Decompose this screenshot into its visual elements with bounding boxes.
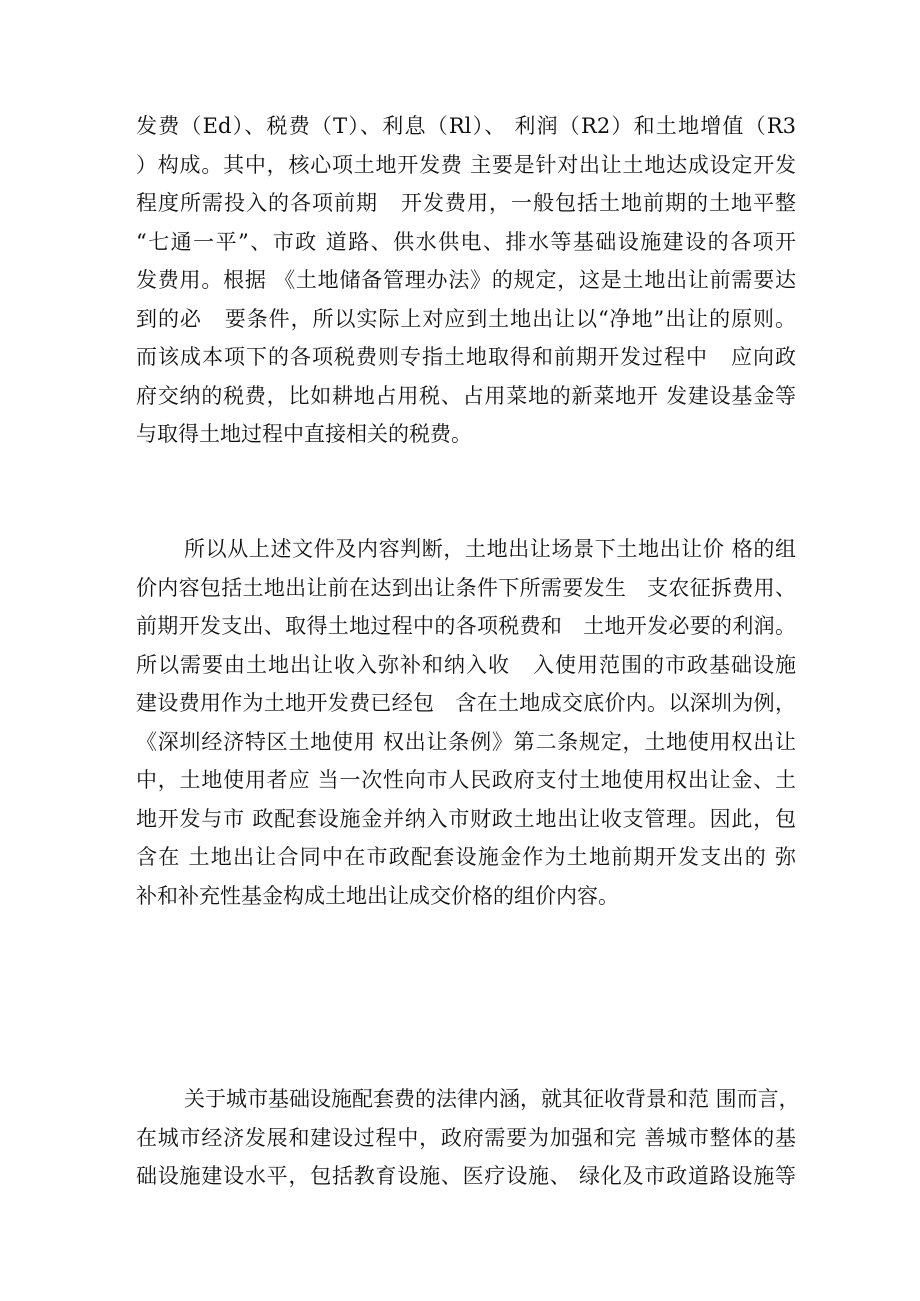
paragraph-line: 价内容包括土地出让前在达到出让条件下所需要发生 支农征拆费用、 — [136, 575, 796, 600]
paragraph-line: 补和补充性基金构成土地出让成交价格的组价内容。 — [136, 883, 619, 908]
paragraph-line: 《深圳经济特区土地使用 权出让条例》第二条规定，土地使用权出让 — [136, 729, 796, 754]
paragraph-line: 关于城市基础设施配套费的法律内涵，就其征收背景和范 围而言， — [184, 1087, 800, 1111]
paragraph-line: 发费用。根据 《土地储备管理办法》的规定，这是土地出让前需要达 — [136, 268, 796, 292]
paragraph-line: “七通一平”、市政 道路、供水供电、排水等基础设施建设的各项开 — [136, 229, 796, 254]
paragraph-line: 所以需要由土地出让收入弥补和纳入收 入使用范围的市政基础设施 — [136, 652, 796, 677]
paragraph-line: 发费（Ed）、税费（T）、利息（Rl）、 利润（R2）和土地增值（R3 — [136, 114, 796, 138]
paragraph-line: 含在 土地出让合同中在市政配套设施金作为土地前期开发支出的 弥 — [136, 845, 796, 869]
paragraph-line: 础设施建设水平，包括教育设施、医疗设施、 绿化及市政道路设施等 — [136, 1164, 796, 1188]
paragraph-line: 建设费用作为土地开发费已经包 含在土地成交底价内。以深圳为例， — [136, 691, 796, 715]
paragraph-line: 所以从上述文件及内容判断，土地出让场景下土地出让价 格的组 — [184, 537, 796, 561]
paragraph-3 — [136, 1080, 800, 1196]
paragraph-2 — [136, 530, 796, 915]
paragraph-line: 与取得土地过程中直接相关的税费。 — [136, 422, 472, 446]
paragraph-1 — [136, 107, 796, 454]
paragraph-line: 前期开发支出、取得土地过程中的各项税费和 土地开发必要的利润。 — [136, 614, 796, 638]
paragraph-line: 中，土地使用者应 当一次性向市人民政府支付土地使用权出让金、土 — [136, 768, 796, 792]
paragraph-line: 程度所需投入的各项前期 开发费用，一般包括土地前期的土地平整 — [136, 191, 796, 215]
paragraph-line: ）构成。其中，核心项土地开发费 主要是针对出让土地达成设定开发 — [136, 152, 796, 177]
paragraph-line: 地开发与市 政配套设施金并纳入市财政土地出让收支管理。因此，包 — [136, 806, 796, 831]
paragraph-line: 而该成本项下的各项税费则专指土地取得和前期开发过程中 应向政 — [136, 345, 796, 369]
paragraph-line: 府交纳的税费，比如耕地占用税、占用菜地的新菜地开 发建设基金等 — [136, 383, 796, 408]
paragraph-line: 在城市经济发展和建设过程中，政府需要为加强和完 善城市整体的基 — [136, 1125, 796, 1150]
paragraph-line: 到的必 要条件，所以实际上对应到土地出让以“净地”出让的原则。 — [136, 306, 796, 331]
